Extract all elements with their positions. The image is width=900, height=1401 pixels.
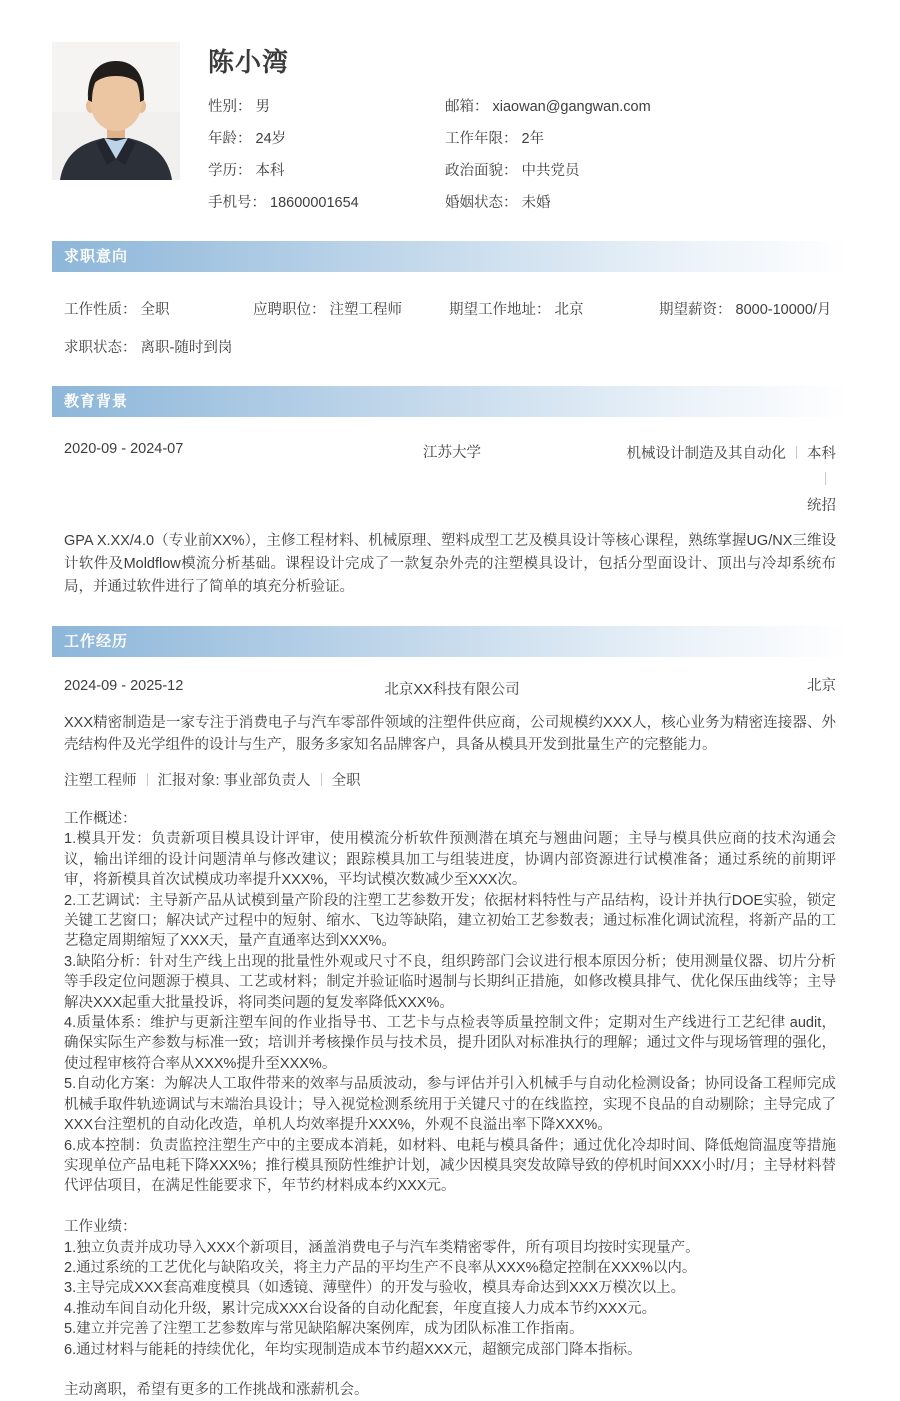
header-info [208,42,848,212]
achievement-item: 4.推动车间自动化升级，累计完成XXX台设备的自动化配套，年度直接人力成本节约XXX元。 [64,1300,657,1317]
info-gender: 性别： 男 [208,99,270,115]
achievement-item: 5.建立并完善了注塑工艺参数库与常见缺陷解决案例库，成为团队标准工作指南。 [64,1321,584,1338]
achievements-title: 工作业绩： [64,1219,137,1236]
education-detail [610,441,836,519]
info-political-status: 政治面貌： 中共党员 [445,163,580,179]
work-role-row [64,769,848,790]
education-meta-row [64,441,836,519]
intent-job-nature: 工作性质： 全职 [64,302,170,318]
work-role: 注塑工程师 [64,773,137,789]
section-education [52,386,848,599]
divider [796,446,797,459]
section-title: 工作经历 [64,633,129,650]
section-work-experience [52,626,848,1401]
info-age: 年龄： 24岁 [208,131,287,147]
overview-item: 1.模具开发：负责新项目模具设计评审，使用模流分析软件预测潜在填充与翘曲问题；主导与模具供应商的技术沟通会议，输出详细的设计问题清单与修改建议；跟踪模具加工与组装进度，协调内部资源进行试模准备；通过系统的前期评审，将新模具首次试模成功率提升XXX%，平均试模次数减少至XXX次。 [64,831,836,889]
section-title: 教育背景 [64,393,129,410]
work-description [64,809,836,1401]
work-period: 2024-09 - 2025-12 [64,678,184,694]
education-period: 2020-09 - 2024-07 [64,441,184,457]
section-header-education [52,386,848,417]
divider [147,773,148,786]
overview-item: 3.缺陷分析：针对生产线上出现的批量性外观或尺寸不良，组织跨部门会议进行根本原因分析；使用测量仪器、切片分析等手段定位问题源于模具、工艺或材料；制定并验证临时遏制与长期纠正措施，如修改模具排气、优化保压曲线等；主导解决XXX起重大批量投诉，将同类问题的复发率降低XXX%。 [64,953,836,1011]
company-intro: XXX精密制造是一家专注于消费电子与汽车零部件领域的注塑件供应商，公司规模约XXX人，核心业务为精密连接器、外壳结构件及光学组件的设计与生产，服务多家知名品牌客户，具备从模具开发到批量生产的完整能力。 [64,715,836,753]
intent-location: 期望工作地址： 北京 [449,302,584,318]
intent-salary: 期望薪资： 8000-10000/月 [659,302,832,318]
achievement-item: 6.通过材料与能耗的持续优化，年均实现制造成本节约超XXX元，超额完成部门降本指标。 [64,1341,642,1358]
section-title: 求职意向 [64,248,129,265]
education-major: 机械设计制造及其自动化 [626,446,786,462]
info-marital-status: 婚姻状态： 未婚 [445,195,551,211]
work-report-to: 汇报对象: 事业部负责人 [157,773,311,789]
intent-position: 应聘职位： 注塑工程师 [253,302,402,318]
overview-title: 工作概述： [64,811,137,827]
work-company: 北京XX科技有限公司 [384,682,520,698]
education-school: 江苏大学 [423,445,481,461]
profile-photo [52,42,180,180]
portrait-illustration [52,42,180,180]
achievement-item: 2.通过系统的工艺优化与缺陷攻关，将主力产品的平均生产不良率从XXX%稳定控制在XXX%以内。 [64,1259,697,1276]
work-job-type: 全职 [331,773,361,789]
section-header-work [52,626,848,657]
overview-item: 6.成本控制：负责监控注塑生产中的主要成本消耗，如材料、电耗与模具备件；通过优化冷却时间、降低炮筒温度等措施实现单位产品电耗下降XXX%；推行模具预防性维护计划，减少因模具突发故障导致的停机时间XXX小时/月；主导材料替代评估项目，在满足性能要求下，年节约材料成本约XXX元。 [64,1137,836,1195]
work-meta-row [64,678,836,699]
info-phone: 手机号： 18600001654 [208,195,359,211]
info-email: 邮箱： xiaowan@gangwan.com [445,99,651,115]
job-status-row: 求职状态： 离职-随时到岗 [64,340,233,356]
education-enroll-type: 统招 [807,498,836,514]
section-header-job-intention [52,241,848,272]
resume-header [52,42,848,212]
basic-info-grid [208,95,848,212]
overview-item: 5.自动化方案：为解决人工取件带来的效率与品质波动，参与评估并引入机械手与自动化检测设备；协同设备工程师完成机械手取件轨迹调试与末端治具设计；导入视觉检测系统用于关键尺寸的在线监控，实现不良品的自动剔除；主导完成了XXX台注塑机的自动化改造，单机人均效率提升XXX%，外观不良溢出率下降XXX%。 [64,1076,836,1134]
achievement-item: 1.独立负责并成功导入XXX个新项目，涵盖消费电子与汽车类精密零件，所有项目均按时实现量产。 [64,1239,700,1256]
candidate-name: 陈小湾 [208,47,290,77]
education-description: GPA X.XX/4.0（专业前XX%），主修工程材料、机械原理、塑料成型工艺及模具设计等核心课程，熟练掌握UG/NX三维设计软件及Moldflow模流分析基础。课程设计完成了一款复杂外壳的注塑模具设计，包括分型面设计、顶出与冷却系统布局，并通过软件进行了简单的填充分析验证。 [64,533,836,595]
overview-item: 2.工艺调试：主导新产品从试模到量产阶段的注塑工艺参数开发；依据材料特性与产品结构，设计并执行DOE实验，锁定关键工艺窗口；解决试产过程中的短射、缩水、飞边等缺陷，建立初始工艺参数表；通过标准化调试流程，将新产品的工艺稳定周期缩短了XXX天，量产直通率达到XXX%。 [64,892,836,950]
overview-item: 4.质量体系：维护与更新注塑车间的作业指导书、工艺卡与点检表等质量控制文件；定期对生产线进行工艺纪律 audit，确保实际生产参数与标准一致；培训并考核操作员与技术员，提升团队对标准执行的理解；通过文件与现场管理的强化，使过程审核符合率从XXX%提升至XXX%。 [64,1015,836,1072]
work-location: 北京 [807,678,836,694]
job-intention-row [64,298,848,319]
education-degree: 本科 [807,446,836,462]
achievement-item: 3.主导完成XXX套高难度模具（如透镜、薄壁件）的开发与验收，模具寿命达到XXX万模次以上。 [64,1280,686,1297]
leaving-reason: 主动离职，希望有更多的工作挑战和涨薪机会。 [64,1382,369,1399]
info-degree: 学历： 本科 [208,163,285,179]
info-experience-years: 工作年限： 2年 [445,131,545,147]
divider [321,773,322,786]
section-job-intention [52,241,848,357]
divider [825,472,826,485]
